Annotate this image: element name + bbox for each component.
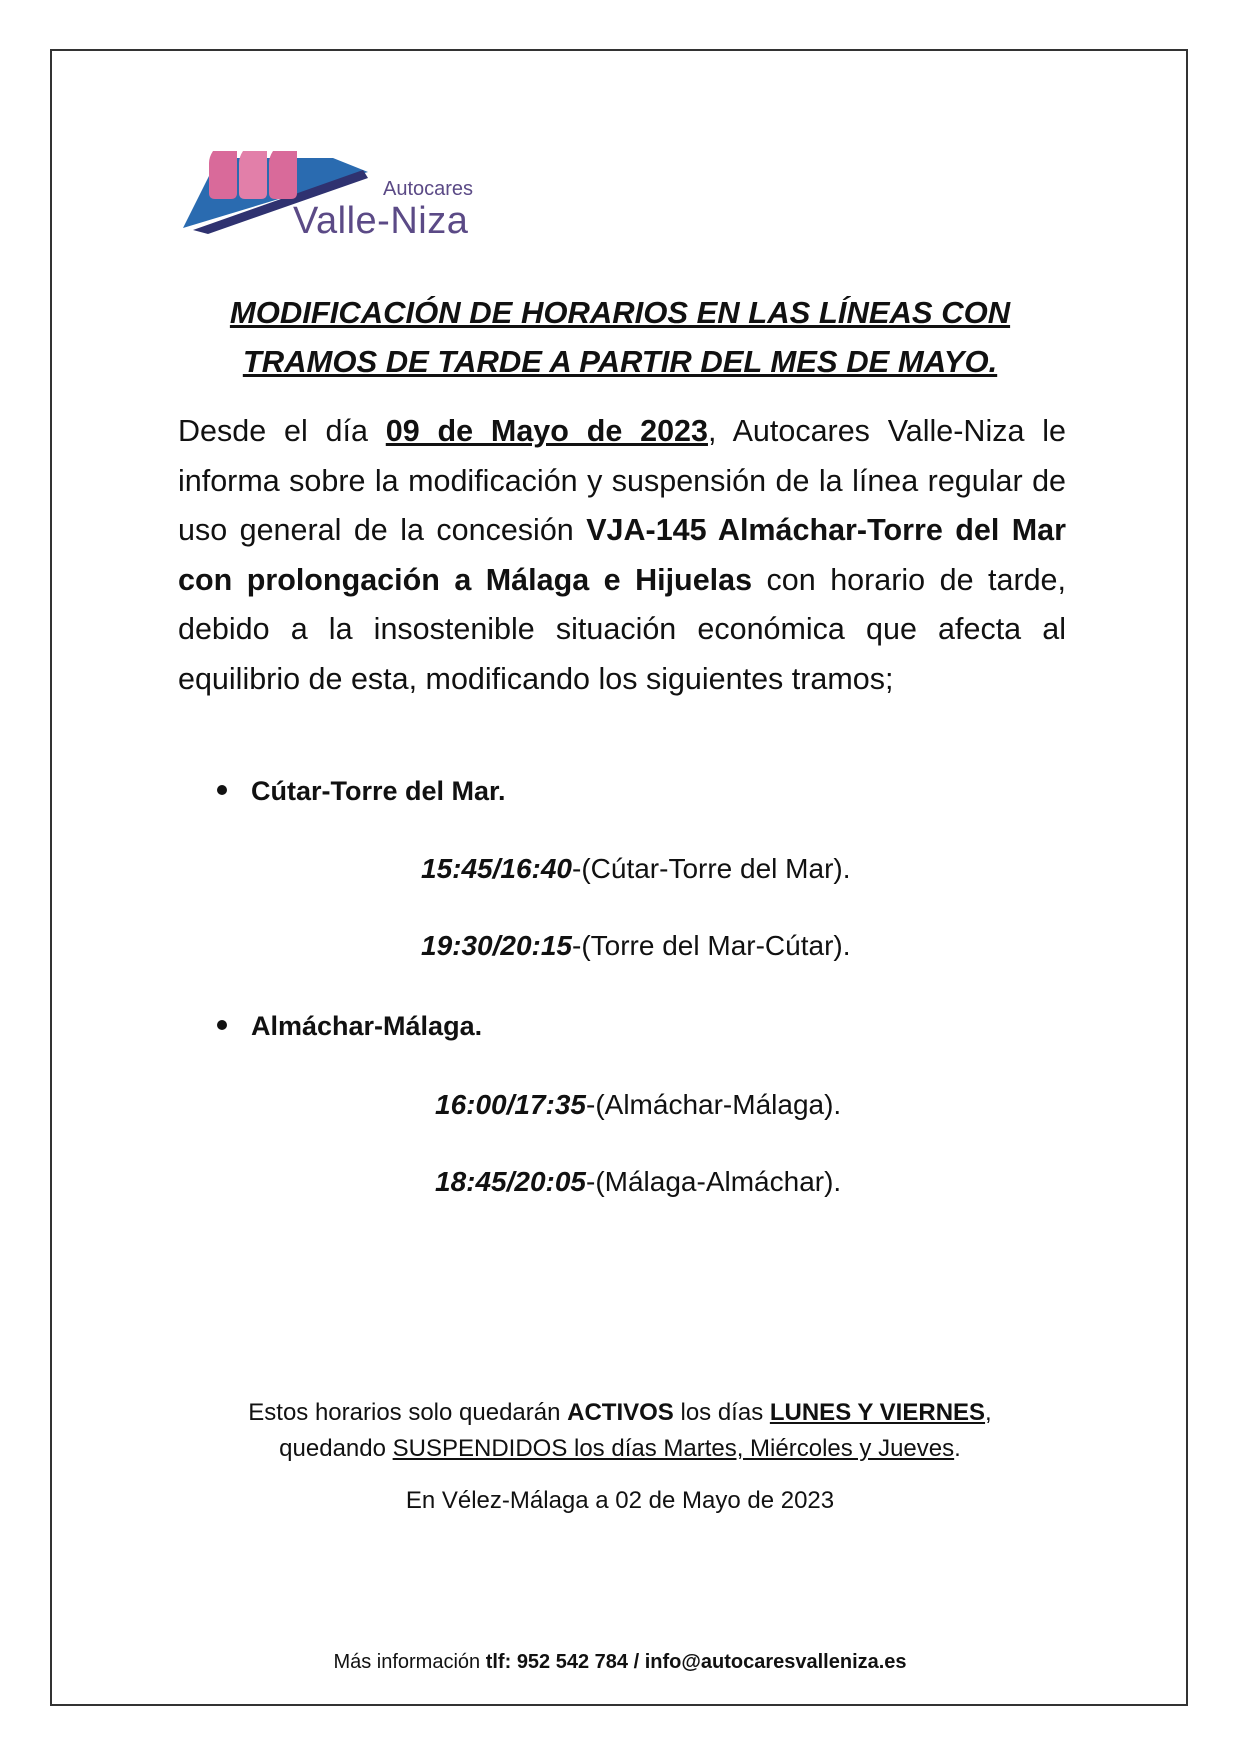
phone-number: tlf: 952 542 784 [485,1651,629,1673]
bullet-icon [217,1020,227,1030]
schedule-row [421,853,851,885]
notice-body [178,407,1066,704]
bullet-icon [217,785,227,795]
schedule-desc: -(Málaga-Almáchar). [586,1166,842,1197]
place-date: En Vélez-Málaga a 02 de Mayo de 2023 [405,1487,835,1514]
line-name: VJA-145 Almáchar-Torre del Mar con prolongación a Málaga e Hijuelas [178,513,1067,597]
route-item [217,1011,482,1042]
schedule-row [435,1089,841,1121]
notice-title-line-2: TRAMOS DE TARDE A PARTIR DEL MES DE MAYO. [242,344,998,379]
schedule-time: 19:30/20:15 [421,930,573,961]
schedule-row [421,930,851,962]
logo-text-top: Autocares [383,178,474,200]
suspended-days-note [180,1435,1060,1463]
company-logo [183,148,493,248]
schedule-time: 16:00/17:35 [435,1089,587,1120]
route-name: Almáchar-Málaga. [251,1011,483,1041]
footer-label: Más información [333,1651,486,1673]
note-text: , [985,1399,992,1426]
route-name: Cútar-Torre del Mar. [251,776,506,806]
note-text: Estos horarios solo quedarán [248,1399,568,1426]
schedule-desc: -(Torre del Mar-Cútar). [572,930,851,961]
contact-footer [180,1651,1060,1674]
schedule-time: 15:45/16:40 [421,853,573,884]
body-text-3: con horario de tarde, debido a la insostenible situación económica que afecta al equilibrio de esta, modificando los siguientes tramos; [178,562,1066,696]
schedule-row [435,1166,841,1198]
active-label: ACTIVOS [567,1399,674,1426]
note-text: quedando [279,1435,393,1462]
schedule-desc: -(Cútar-Torre del Mar). [572,853,851,884]
body-text-1: Desde el día [178,414,386,448]
body-text-2: , Autocares Valle-Niza le informa sobre la modificación y suspensión de la línea regular de uso general de la concesión [178,414,1066,547]
logo-text-main: Valle-Niza [293,200,469,242]
email-address: info@autocaresvalleniza.es [644,1651,907,1673]
note-text: . [954,1435,961,1462]
effective-date: 09 de Mayo de 2023 [385,414,708,448]
active-days: LUNES Y VIERNES [769,1399,986,1426]
suspended-days: SUSPENDIDOS los días Martes, Miércoles y Jueves [392,1435,955,1462]
schedule-desc: -(Almáchar-Málaga). [586,1089,842,1120]
schedule-time: 18:45/20:05 [435,1166,587,1197]
notice-title-line-1: MODIFICACIÓN DE HORARIOS EN LAS LÍNEAS CON [229,295,1011,330]
footer-separator: / [628,1651,645,1673]
note-text: los días [673,1399,770,1426]
route-item [217,776,506,807]
active-days-note [180,1399,1060,1427]
